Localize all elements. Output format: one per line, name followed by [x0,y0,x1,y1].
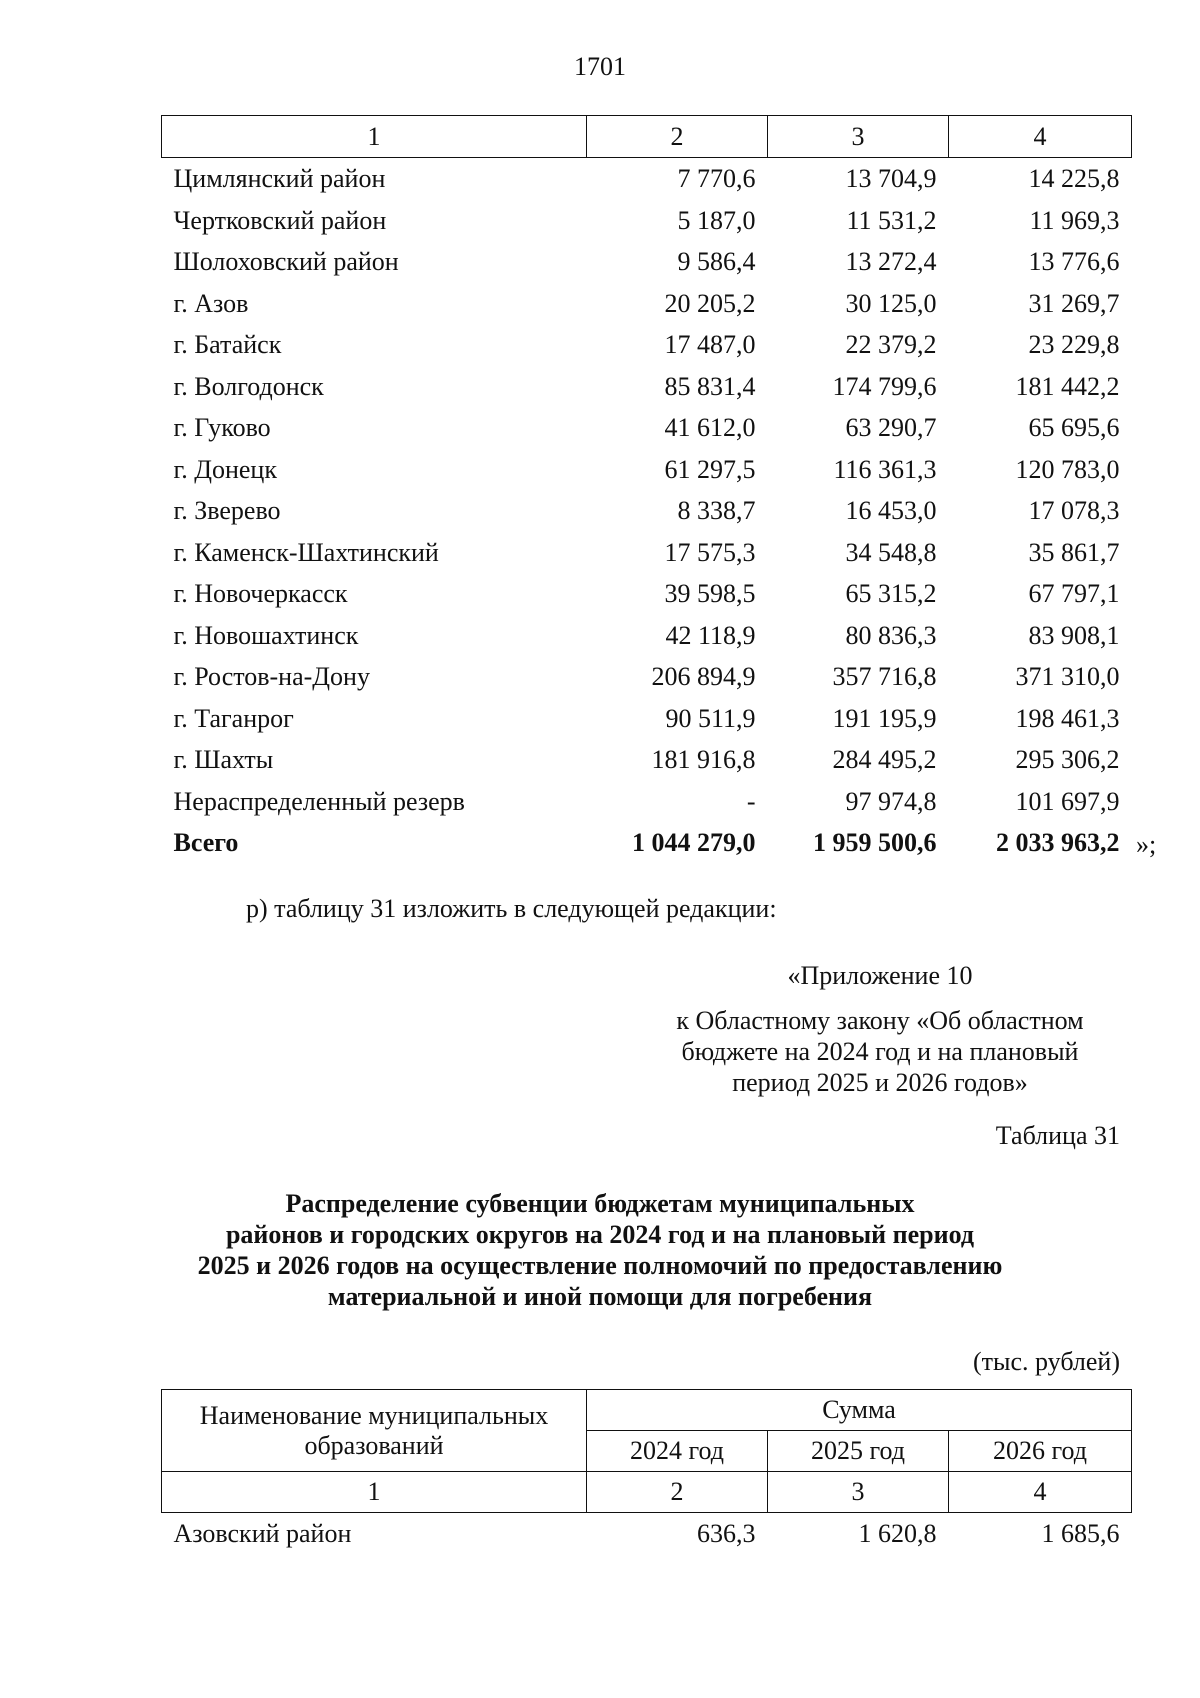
value-2024-cell: 206 894,9 [651,662,756,692]
table-row [162,781,1132,823]
table-row [162,158,1132,200]
column-number-1: 1 [162,116,587,158]
value-2026-cell: 67 797,1 [1028,579,1120,609]
municipality-cell: г. Каменск-Шахтинский [173,537,439,567]
value-2024-cell: 9 586,4 [677,247,756,277]
value-2025-cell: 34 548,8 [845,537,937,567]
document-title-line: материальной и иной помощи для погребения [327,1282,873,1311]
document-title [140,1188,1060,1312]
appendix-title: «Приложение 10 [787,961,973,990]
municipality-cell: Азовский район [173,1519,352,1549]
value-2026-cell: 83 908,1 [1028,620,1120,650]
appendix-reference-line: период 2025 и 2026 годов» [732,1068,1028,1097]
value-2025-cell: 22 379,2 [845,330,937,360]
value-2026-cell: 31 269,7 [1028,288,1120,318]
value-2024-cell: 17 575,3 [664,537,756,567]
value-2024-cell: 61 297,5 [664,454,756,484]
document-title-line: районов и городских округов на 2024 год и на плановый период [225,1220,975,1249]
table-row [162,241,1132,283]
municipality-cell: г. Новочеркасск [173,579,348,609]
value-2025-cell: 284 495,2 [832,745,937,775]
value-2024-cell: 8 338,7 [677,496,756,526]
subsidy-table-31 [161,1389,1132,1555]
municipality-cell: г. Гуково [173,413,271,443]
appendix-reference-line: к Областному закону «Об областном [676,1006,1084,1035]
municipality-cell: Цимлянский район [173,164,386,194]
value-2025-cell: 63 290,7 [845,413,937,443]
column-number-2: 2 [587,1472,768,1513]
value-2026-cell: 14 225,8 [1028,164,1120,194]
column-number-4: 4 [949,116,1132,158]
municipality-cell: г. Новошахтинск [173,620,359,650]
units-label: (тыс. рублей) [972,1347,1120,1376]
value-2025-cell: 13 704,9 [845,164,937,194]
municipality-cell: г. Батайск [173,330,282,360]
value-2025-cell: 357 716,8 [832,662,937,692]
total-2026: 2 033 963,2 [996,828,1120,858]
value-2024-cell: 636,3 [697,1519,756,1549]
header-year-2024: 2024 год [587,1431,768,1472]
value-2026-cell: 181 442,2 [1015,371,1120,401]
column-number-1: 1 [162,1472,587,1513]
table-row [162,200,1132,242]
municipality-cell: г. Волгодонск [173,371,324,401]
subsidy-table-continued [161,115,1132,864]
municipality-cell: Чертковский район [173,205,387,235]
table-row [162,449,1132,491]
value-2024-cell: 90 511,9 [665,703,756,733]
municipality-cell: Нераспределенный резерв [173,786,465,816]
table-row [162,532,1132,574]
municipality-cell: г. Шахты [173,745,274,775]
value-2025-cell: 97 974,8 [845,786,937,816]
table-row [162,283,1132,325]
value-2024-cell: 17 487,0 [664,330,756,360]
value-2025-cell: 1 620,8 [858,1519,937,1549]
value-2026-cell: 13 776,6 [1028,247,1120,277]
table-number: Таблица 31 [995,1121,1120,1150]
value-2024-cell: 85 831,4 [664,371,756,401]
value-2026-cell: 35 861,7 [1028,537,1120,567]
header-municipality: Наименование муниципальных образований [162,1390,587,1472]
table-row [162,366,1132,408]
amendment-instruction: р) таблицу 31 изложить в следующей редакции: [246,894,777,923]
table-row [162,739,1132,781]
total-label: Всего [173,828,239,858]
value-2026-cell: 17 078,3 [1028,496,1120,526]
column-number-4: 4 [949,1472,1132,1513]
municipality-cell: Шолоховский район [173,247,399,277]
table-row [162,324,1132,366]
header-year-2026: 2026 год [949,1431,1132,1472]
column-number-3: 3 [768,116,949,158]
value-2026-cell: 371 310,0 [1015,662,1120,692]
appendix-reference [640,1005,1120,1098]
value-2025-cell: 116 361,3 [833,454,937,484]
value-2025-cell: 13 272,4 [845,247,937,277]
value-2024-cell: 20 205,2 [664,288,756,318]
value-2026-cell: 23 229,8 [1028,330,1120,360]
value-2026-cell: 120 783,0 [1015,454,1120,484]
header-year-2025: 2025 год [768,1431,949,1472]
value-2026-cell: 65 695,6 [1028,413,1120,443]
table-row [162,490,1132,532]
table-row [162,698,1132,740]
header-sum: Сумма [587,1390,1132,1431]
value-2024-cell: 42 118,9 [665,620,756,650]
total-2024: 1 044 279,0 [632,828,756,858]
value-2025-cell: 174 799,6 [832,371,937,401]
value-2025-cell: 65 315,2 [845,579,937,609]
value-2026-cell: 101 697,9 [1015,786,1120,816]
value-2025-cell: 16 453,0 [845,496,937,526]
column-number-2: 2 [587,116,768,158]
closing-quote: »; [1136,830,1157,859]
value-2024-cell: - [746,786,756,816]
value-2026-cell: 11 969,3 [1029,205,1120,235]
value-2025-cell: 30 125,0 [845,288,937,318]
value-2024-cell: 39 598,5 [664,579,756,609]
table-row [162,615,1132,657]
document-title-line: 2025 и 2026 годов на осуществление полномочий по предоставлению [197,1251,1003,1280]
column-number-row [162,116,1132,158]
value-2024-cell: 7 770,6 [677,164,756,194]
municipality-cell: г. Ростов-на-Дону [173,662,370,692]
value-2026-cell: 295 306,2 [1015,745,1120,775]
municipality-cell: г. Зверево [173,496,281,526]
total-row [162,822,1132,864]
table-row [162,1513,1132,1555]
value-2024-cell: 181 916,8 [651,745,756,775]
table-row [162,656,1132,698]
table-row [162,407,1132,449]
table-row [162,573,1132,615]
column-number-3: 3 [768,1472,949,1513]
municipality-cell: г. Таганрог [173,703,294,733]
value-2025-cell: 191 195,9 [832,703,937,733]
table-body [162,1513,1132,1555]
table-body [162,158,1132,864]
document-title-line: Распределение субвенции бюджетам муниципальных [285,1189,915,1218]
column-number-row [162,1472,1132,1513]
total-2025: 1 959 500,6 [813,828,937,858]
municipality-cell: г. Азов [173,288,249,318]
value-2025-cell: 11 531,2 [846,205,937,235]
value-2026-cell: 1 685,6 [1041,1519,1120,1549]
municipality-cell: г. Донецк [173,454,277,484]
page-number: 1701 [574,52,626,81]
value-2024-cell: 41 612,0 [664,413,756,443]
value-2025-cell: 80 836,3 [845,620,937,650]
value-2026-cell: 198 461,3 [1015,703,1120,733]
value-2024-cell: 5 187,0 [677,205,756,235]
appendix-reference-line: бюджете на 2024 год и на плановый [681,1037,1079,1066]
